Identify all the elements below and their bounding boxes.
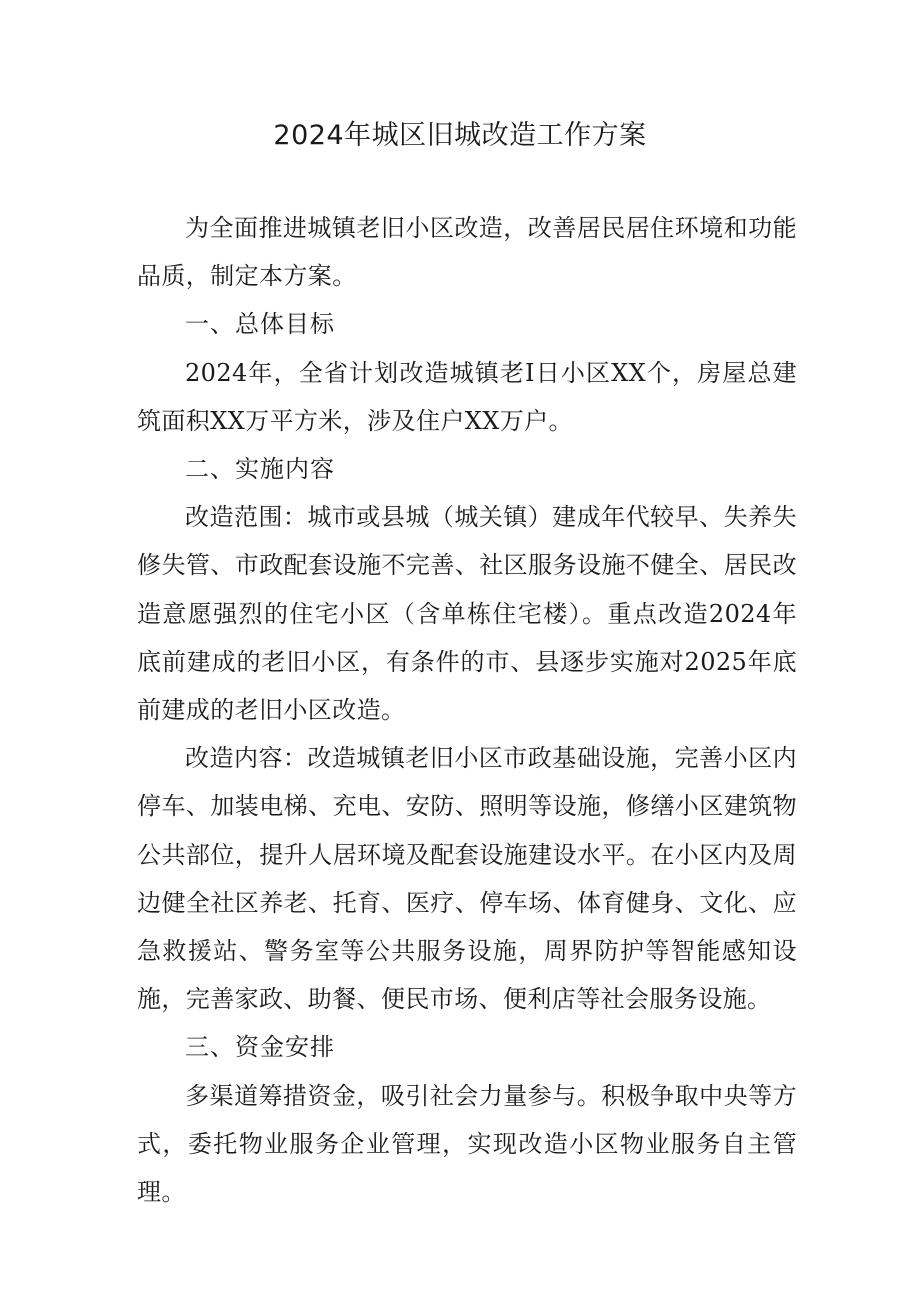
content-paragraph: 改造内容：改造城镇老旧小区市政基础设施，完善小区内停车、加装电梯、充电、安防、照明等设施，修缮小区建筑物公共部位，提升人居环境及配套设施建设水平。在小区内及周边健全社区养老、托育、医疗、停车场、体育健身、文化、应急救援站、警务室等公共服务设施，周界防护等智能感知设施，完善家政、助餐、便民市场、便利店等社会服务设施。 — [137, 744, 797, 1014]
section-heading-content: 二、实施内容 — [185, 455, 335, 484]
intro-paragraph: 为全面推进城镇老旧小区改造，改善居民居住环境和功能品质，制定本方案。 — [137, 214, 797, 291]
funding-paragraph: 多渠道筹措资金，吸引社会力量参与。积极争取中央等方式，委托物业服务企业管理，实现改造小区物业服务自主管理。 — [137, 1081, 797, 1207]
goals-paragraph: 2024年，全省计划改造城镇老I日小区XX个，房屋总建筑面积XX万平方米，涉及住户XX万户。 — [137, 358, 797, 435]
section-heading-goals: 一、总体目标 — [185, 310, 335, 339]
scope-paragraph: 改造范围：城市或县城（城关镇）建成年代较早、失养失修失管、市政配套设施不完善、社区服务设施不健全、居民改造意愿强烈的住宅小区（含单栋住宅楼）。重点改造2024年底前建成的老旧小区，有条件的市、县逐步实施对2025年底前建成的老旧小区改造。 — [137, 503, 797, 725]
document-body — [137, 204, 797, 1216]
section-heading-funding: 三、资金安排 — [185, 1033, 335, 1062]
document-title: 2024年城区旧城改造工作方案 — [273, 120, 647, 151]
